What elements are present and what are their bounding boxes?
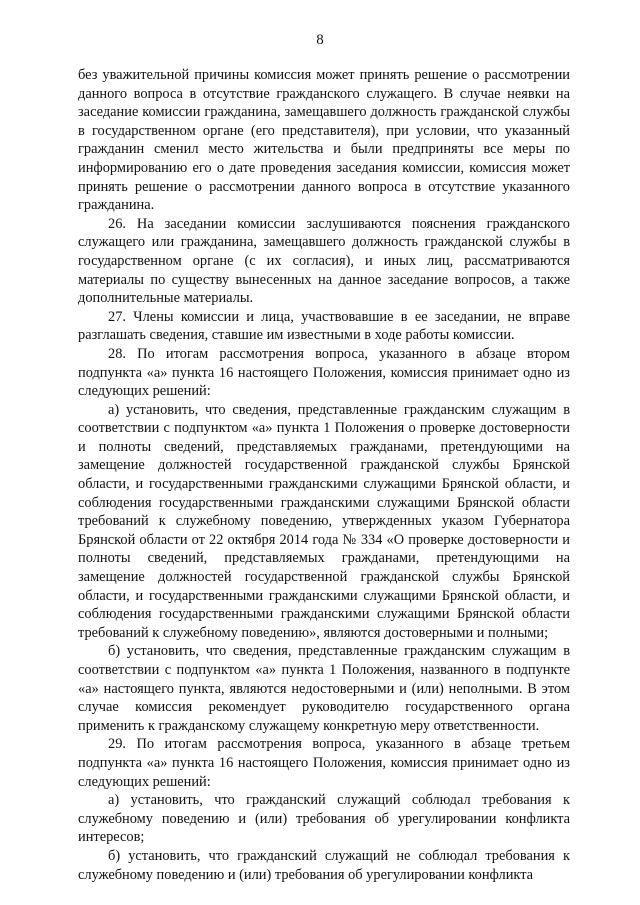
- paragraph-29-a: а) установить, что гражданский служащий соблюдал требования к служебному поведению и (или) требования об урегулировании конфликта интересов;: [78, 792, 570, 846]
- paragraph-28-b: б) установить, что сведения, представленные гражданским служащим в соответствии с подпунктом «а» пункта 1 Положения, названного в подпункте «а» настоящего пункта, являются недостоверными и (или) неполными. В этом случае комиссия рекомендует руководителю государственного органа применить к гражданскому служащему конкретную меру ответственности.: [78, 643, 570, 734]
- document-body: [78, 66, 570, 884]
- paragraph-29-b: б) установить, что гражданский служащий не соблюдал требования к служебному поведению и (или) требования об урегулировании конфликта: [78, 847, 570, 883]
- paragraph-28-a: а) установить, что сведения, представленные гражданским служащим в соответствии с подпунктом «а» пункта 1 Положения о проверке достоверности и полноты сведений, представляемых гражданами, претендующими на замещение должностей государственной гражданской службы Брянской области, и государственными гражданскими служащими Брянской области, и соблюдения государственными гражданскими служащими Брянской области требований к служебному поведению, утвержденных указом Губернатора Брянской области от 22 октября 2014 года № 334 «О проверке достоверности и полноты сведений, представляемых гражданами, претендующими на замещение должностей государственной гражданской службы Брянской области, и государственными гражданскими служащими Брянской области, и соблюдения государственными гражданскими служащими Брянской области требований к служебному поведению», являются достоверными и полными;: [78, 401, 570, 641]
- paragraph-29: 29. По итогам рассмотрения вопроса, указанного в абзаце третьем подпункта «а» пункта 16 настоящего Положения, комиссия принимает одно из следующих решений:: [78, 736, 570, 790]
- paragraph-27: 27. Члены комиссии и лица, участвовавшие в ее заседании, не вправе разглашать сведения, ставшие им известными в ходе работы комиссии.: [78, 308, 570, 344]
- paragraph-continuation: без уважительной причины комиссия может принять решение о рассмотрении данного вопроса в отсутствие гражданского служащего. В случае неявки на заседание комиссии гражданина, замещавшего должность гражданской службы в государственном органе (его представителя), при условии, что указанный гражданин сменил место жительства и были предприняты все меры по информированию его о дате проведения заседания комиссии, комиссия может принять решение о рассмотрении данного вопроса в отсутствие указанного гражданина.: [78, 67, 570, 214]
- paragraph-26: 26. На заседании комиссии заслушиваются пояснения гражданского служащего или гражданина, замещавшего должность гражданской службы в государственном органе (с их согласия), и иных лиц, рассматриваются материалы по существу вынесенных на данное заседание вопросов, а также дополнительные материалы.: [78, 215, 570, 307]
- page-number: 8: [316, 32, 324, 48]
- paragraph-28: 28. По итогам рассмотрения вопроса, указанного в абзаце втором подпункта «а» пункта 16 настоящего Положения, комиссия принимает одно из следующих решений:: [78, 345, 570, 400]
